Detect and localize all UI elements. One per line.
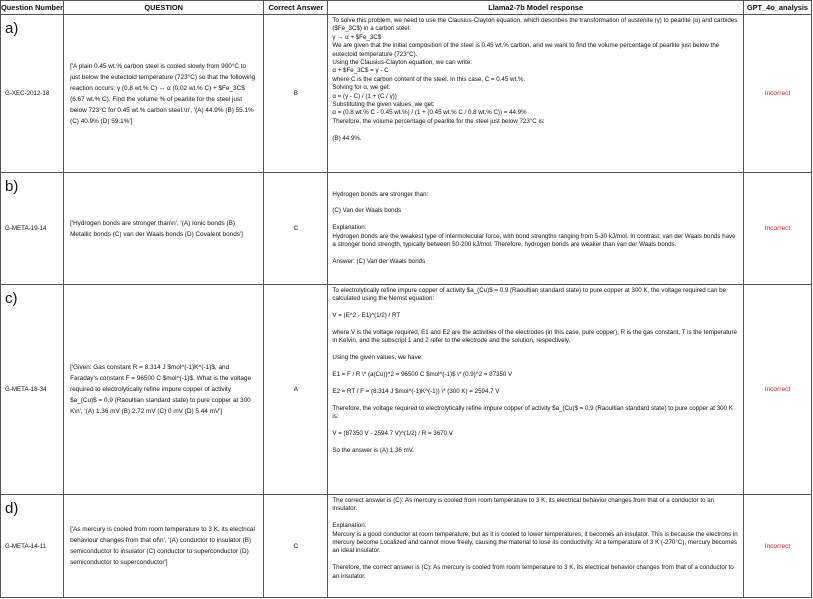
question-id: G-META-18-34 <box>5 386 47 393</box>
header-correct-answer: Correct Answer <box>264 1 328 15</box>
model-response-cell <box>328 15 744 173</box>
model-response-text: The correct answer is (C): As mercury is cooled from room temperature to 3 K, its electrical behavior changes from that of a conductor to an insulator. Explanation: Mercury is a good conductor at room temperature, but as it is cooled to lower temperatures, it becomes an insulator. This is because the electrons in mercury become Localized and cannot move freely, causing the material to lose its conductivity. At a temperature of 3 K (-270°C), mercury becomes an ideal insulator. Therefore, the correct answer is (C): As mercury is cooled from room temperature to 3 K, its electrical behavior changes from that of a conductor to an insulator. <box>332 497 738 580</box>
model-response-text: To solve this problem, we need to use the Clausius-Clayton equation, which describes the transformation of austenite (γ) to pearlite (α) and carbides ($Fe_3C$) in a carbon steel: γ → α + $Fe_3C$ We are given that the initial composition of the steel is 0.45 wt.% carbon, and we want to find the volume percentage of pearlite just below the eutectoid temperature (723°C). Using the Clausius-Clayton equation, we can write: α + $Fe_3C$ = γ - C where C is the carbon content of the steel. In this case, C = 0.45 wt.%. Solving for α, we get: α = (γ - C) / (1 + (C / γ)) Substituting the given values, we get: α = (0.8 wt.% C - 0.45 wt.%) / (1 + (0.45 wt.% C / 0.8 wt.% C)) = 44.9% Therefore, the volume percentage of pearlite for the steel just below 723°C is: (B) 44.9%. <box>332 17 738 142</box>
header-question-number: Question Number <box>1 1 64 15</box>
model-response-cell <box>328 285 744 495</box>
table-row <box>1 173 812 285</box>
correct-answer: A <box>264 285 328 495</box>
row-letter: c) <box>5 290 18 307</box>
question-number-cell <box>1 173 64 285</box>
correct-answer: C <box>264 495 328 598</box>
row-letter: d) <box>5 500 19 517</box>
gpt-analysis: Incorrect <box>743 15 811 173</box>
question-number-cell <box>1 285 64 495</box>
correct-answer: B <box>264 15 328 173</box>
header-row <box>1 1 812 15</box>
header-question: QUESTION <box>64 1 264 15</box>
header-gpt-analysis: GPT_4o_analysis <box>743 1 811 15</box>
model-response-cell <box>328 495 744 598</box>
question-id: G-XEC-2012-18 <box>5 90 50 97</box>
question-id: G-META-19-14 <box>5 225 47 232</box>
model-response-text: Hydrogen bonds are stronger than: (C) Van der Waals bonds Explanation: Hydrogen bonds are the weakest type of intermolecular force, with bond strengths ranging from 5-30 kJ/mol. In contrast, van der Waals bonds have a stronger bond strength, typically between 50-200 kJ/mol. Therefore, hydrogen bonds are weaker than van der Waals bonds. Answer: (C) Van der Waals bonds <box>332 190 736 265</box>
gpt-analysis: Incorrect <box>743 495 811 598</box>
table-row <box>1 495 812 598</box>
question-id: G-META-14-11 <box>5 542 47 550</box>
question-number-cell <box>1 495 64 598</box>
table-row <box>1 285 812 495</box>
question-text: ['Given: Gas constant R = 8.314 J $mol^(-1)K^(-1)$, and Faraday's constant F = 96500 C $mol^(-1)$. What is the voltage required to electrolytically refine impure copper of activity $a_(Cu)$ = 0.9 (Raoultian standard state) to pure copper at 300 K\n', '(A) 1.36 mV (B) 2.72 mV (C) 0 mV (D) 5.44 mV'] <box>64 285 264 495</box>
row-letter: b) <box>5 178 19 195</box>
gpt-analysis: Incorrect <box>743 173 811 285</box>
table-row <box>1 15 812 173</box>
question-text: ['Hydrogen bonds are stronger than\n', '(A) Ionic bonds (B) Metallic bonds (C) van der Waals bonds (D) Covalent bonds'] <box>64 173 264 285</box>
model-response-text: To electrolytically refine impure copper of activity $a_(Cu)$ = 0.9 (Raoultian standard state) to pure copper at 300 K, the voltage required can be calculated using the Nernst equation: V = (E^2 - E1)^(1/2) / RT where V is the voltage required, E1 and E2 are the activities of the electrodes (in this case, pure copper), R is the gas constant, T is the temperature in Kelvin, and the subscript 1 and 2 refer to the electrode and the solution, respectively. Using the given values, we have: E1 = F / R \* (a(Cu))^2 = 96500 C $mol^(-1)$ \* (0.9)^2 = 87350 V E2 = RT / F = (8.314 J $mol^(-1)K^(-1)) \* (300 K) = 2594.7 V Therefore, the voltage required to electrolytically refine impure copper of activity $a_(Cu)$ = 0.9 (Raoultian standard state) to pure copper at 300 K is: V = (87350 V - 2594.7 V)^(1/2) / R = 3670 V So the answer is (A) 1.36 mV. <box>332 287 737 454</box>
question-text: ['A plain 0.45 wt.% carbon steel is cooled slowly from 900°C to just below the eutectoid temperature (723°C) so that the following reaction occurs: γ (0.8 wt.% C) ↔ α (0.02 wt.% C) + $Fe_3C$ (6.67 wt.% C). Find the volume % of pearlite for the steel just below 723°C for 0.45 wt.% carbon steel.\n', '(A) 44.9% (B) 55.1% (C) 40.9% (D) 59.1%'] <box>64 15 264 173</box>
gpt-analysis: Incorrect <box>743 285 811 495</box>
row-letter: a) <box>5 20 19 37</box>
model-response-cell <box>328 173 744 285</box>
question-number-cell <box>1 15 64 173</box>
header-model-response: Llama2-7b Model response <box>328 1 744 15</box>
correct-answer: C <box>264 173 328 285</box>
question-text: ['As mercury is cooled from room temperature to 3 K, its electrical behaviour changes from that of\n', '(A) conductor to insulator (B) semiconductor to insulator (C) conductor to superconductor (D) semiconductor to superconductor'] <box>64 495 264 598</box>
